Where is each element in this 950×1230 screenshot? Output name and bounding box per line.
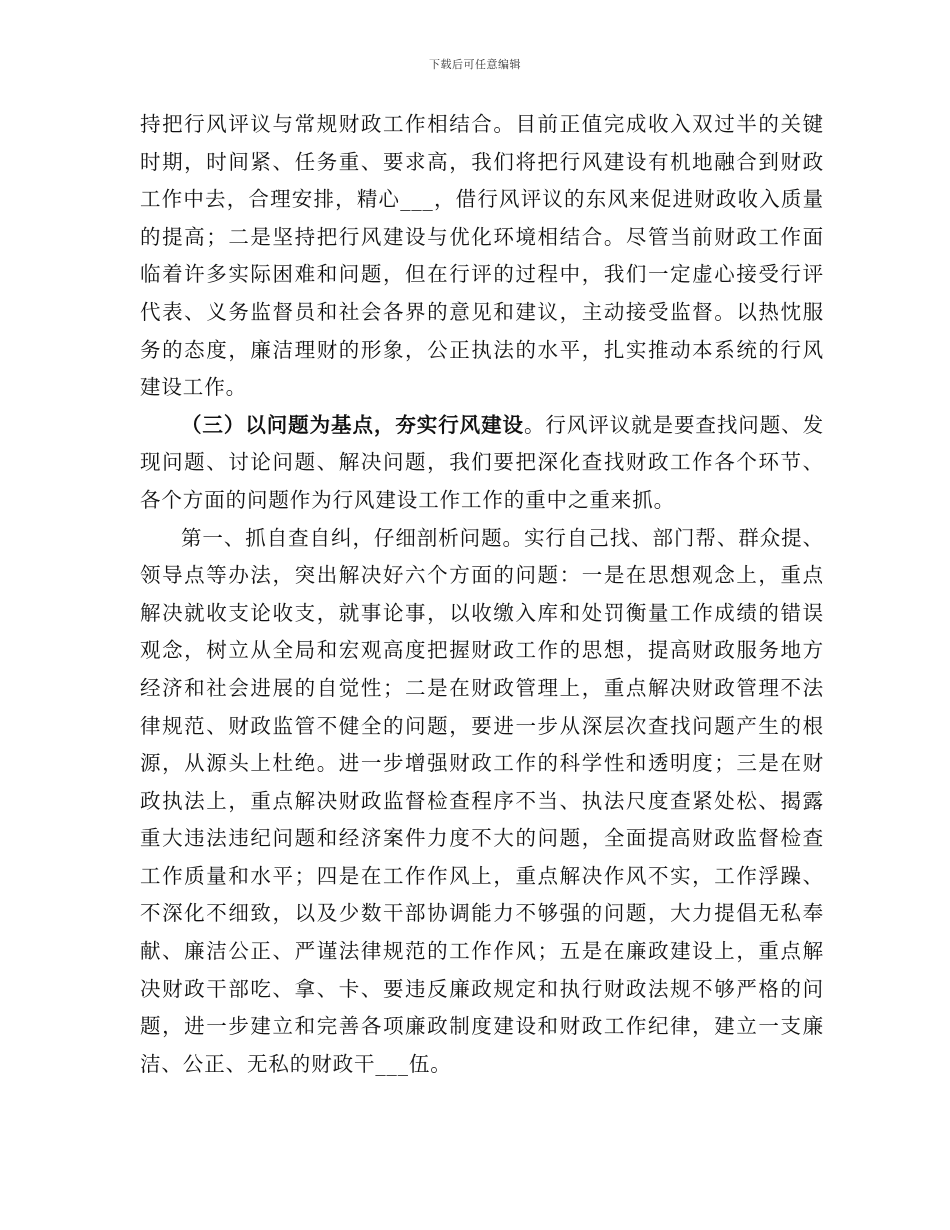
document-body [140,106,824,1083]
paragraph-2-text: 。行风评议就是要查找问题、发现问题、讨论问题、解决问题，我们要把深化查找财政工作各个环节、各个方面的问题作为行风建设工作工作的重中之重来抓。 [140,412,824,512]
paragraph-3: 第一、抓自查自纠，仔细剖析问题。实行自己找、部门帮、群众提、领导点等办法，突出解决好六个方面的问题：一是在思想观念上，重点解决就收支论收支，就事论事，以收缴入库和处罚衡量工作成绩的错误观念，树立从全局和宏观高度把握财政工作的思想，提高财政服务地方经济和社会进展的自觉性；二是在财政管理上，重点解决财政管理不法律规范、财政监管不健全的问题，要进一步从深层次查找问题产生的根源，从源头上杜绝。进一步增强财政工作的科学性和透明度；三是在财政执法上，重点解决财政监督检查程序不当、执法尺度查紧处松、揭露重大违法违纪问题和经济案件力度不大的问题，全面提高财政监督检查工作质量和水平；四是在工作作风上，重点解决作风不实，工作浮躁、不深化不细致，以及少数干部协调能力不够强的问题，大力提倡无私奉献、廉洁公正、严谨法律规范的工作作风；五是在廉政建设上，重点解决财政干部吃、拿、卡、要违反廉政规定和执行财政法规不够严格的问题，进一步建立和完善各项廉政制度建设和财政工作纪律，建立一支廉洁、公正、无私的财政干___伍。 [140,525,824,1076]
page-header-note: 下载后可任意编辑 [429,58,521,71]
section-heading-3: （三）以问题为基点，夯实行风建设 [181,412,524,437]
paragraph-1: 持把行风评议与常规财政工作相结合。目前正值完成收入双过半的关键时期，时间紧、任务重、要求高，我们将把行风建设有机地融合到财政工作中去，合理安排，精心___，借行风评议的东风来促进财政收入质量的提高；二是坚持把行风建设与优化环境相结合。尽管当前财政工作面临着许多实际困难和问题，但在行评的过程中，我们一定虚心接受行评代表、义务监督员和社会各界的意见和建议，主动接受监督。以热忱服务的态度，廉洁理财的形象，公正执法的水平，扎实推动本系统的行风建设工作。 [140,112,824,400]
paragraph-2 [140,407,824,520]
